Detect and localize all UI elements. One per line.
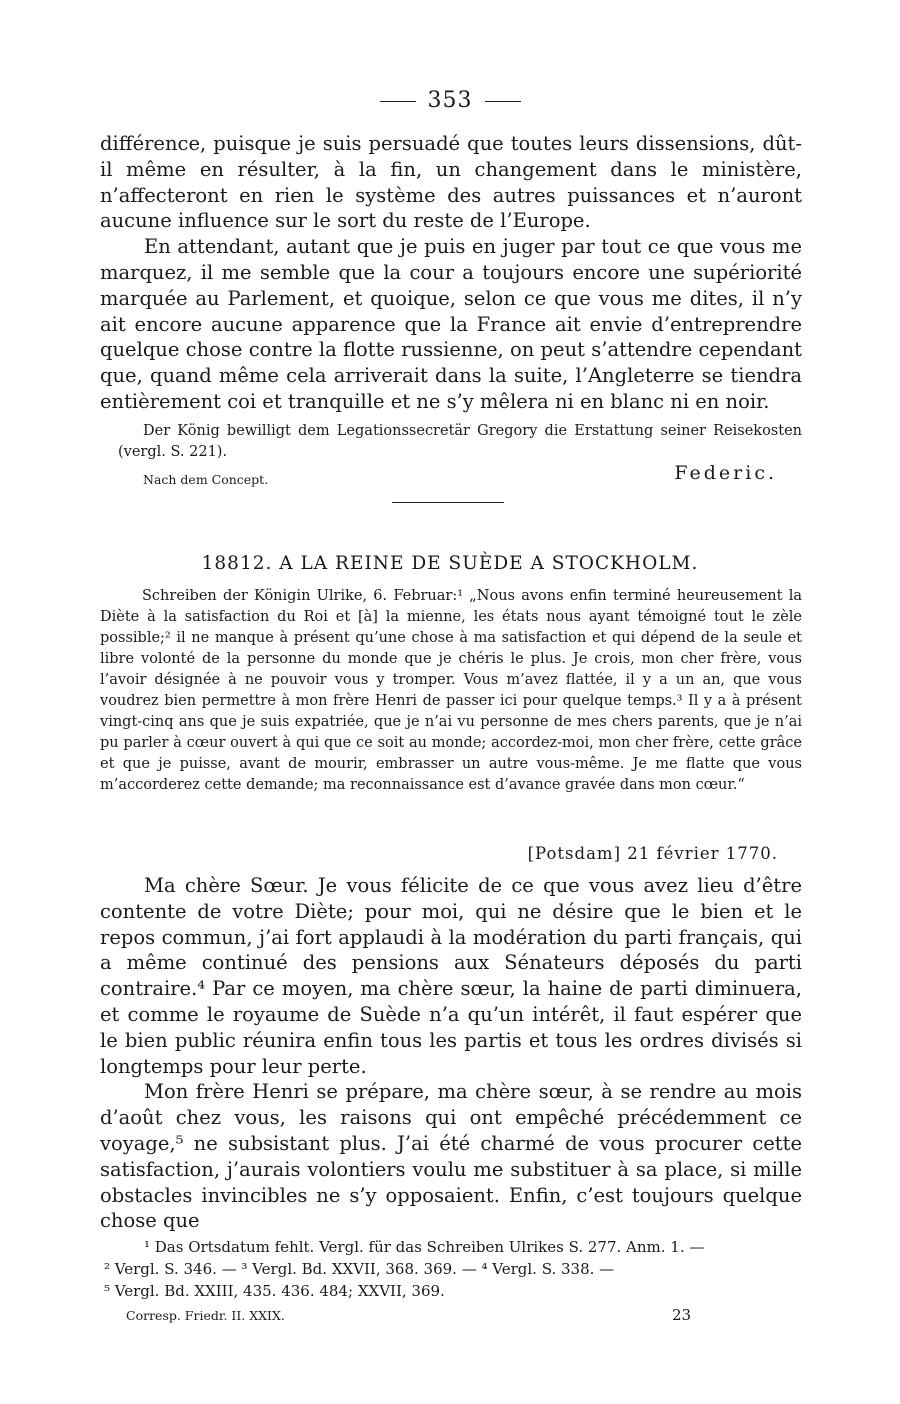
letter-heading: 18812. A LA REINE DE SUÈDE A STOCKHOLM. xyxy=(201,553,699,574)
footer-signature: Corresp. Friedr. II. XXIX. xyxy=(126,1308,285,1323)
footnotes xyxy=(104,1236,804,1302)
concept-label: Nach dem Concept. xyxy=(143,472,269,487)
footnote-line: ² Vergl. S. 346. — ³ Vergl. Bd. XXVII, 368. 369. — ⁴ Vergl. S. 338. — xyxy=(104,1260,615,1278)
section-divider xyxy=(392,502,504,503)
dateline: [Potsdam] 21 février 1770. xyxy=(527,844,778,863)
paragraph: Ma chère Sœur. Je vous félicite de ce que vous avez lieu d’être contente de votre Diète; pour moi, qui ne désire que le bien et le repos commun, j’ai fort applaudi à la modération du parti français, qui a même continué des pensions aux Sénateurs déposés du parti contraire.⁴ Par ce moyen, ma chère sœur, la haine de parti diminuera, et comme le royaume de Suède n’a qu’un intérêt, il faut espérer que le bien public réunira enfin tous les partis et tous les ordres divisés si longtemps pour leur perte. xyxy=(100,874,802,1078)
editor-note xyxy=(118,421,802,463)
letter-body xyxy=(100,873,802,1234)
letter-summary xyxy=(100,586,802,796)
summary-text: Schreiben der Königin Ulrike, 6. Februar:¹ „Nous avons enfin terminé heureusement la Diète à la satisfaction du Roi et [à] la mienne, les états nous ayant témoigné tout le zèle possible;² il ne manque à présent qu’une chose à ma satisfaction et qui dépend de la seule et libre volonté de la personne du monde que je chéris le plus. Je crois, mon cher frère, vous l’avoir désignée à ne pouvoir vous y tromper. Vous m’avez flattée, il y a un an, que vous voudrez bien permettre à mon frère Henri de passer ici pour quelque temps.³ Il y a à présent vingt-cinq ans que je suis expatriée, que je n’ai vu personne de mes chers parents, que je n’ai pu parler à cœur ouvert à qui que ce soit au monde; accordez-moi, mon cher frère, cette grâce et que je puisse, avant de mourir, embrasser un autre vous-même. Je me flatte que vous m’accorderez cette demande; ma reconnaissance est d’avance gravée dans mon cœur.“ xyxy=(100,588,802,793)
footnote-line: ⁵ Vergl. Bd. XXIII, 435. 436. 484; XXVII, 369. xyxy=(104,1282,445,1300)
dash-right xyxy=(485,101,521,102)
note-text: Der König bewilligt dem Legationssecretär Gregory die Erstattung seiner Reisekosten (vergl. S. 221). xyxy=(118,423,802,460)
page-number: 353 xyxy=(427,88,473,113)
dash-left xyxy=(380,101,416,102)
footer-number: 23 xyxy=(672,1306,692,1324)
signature: Federic. xyxy=(674,462,777,484)
top-text-block xyxy=(100,131,802,415)
paragraph: En attendant, autant que je puis en juger par tout ce que vous me marquez, il me semble que la cour a toujours encore une supériorité marquée au Parlement, et quoique, selon ce que vous me dites, il n’y ait encore aucune apparence que la France ait envie d’entreprendre quelque chose contre la flotte russienne, on peut s’attendre cependant que, quand même cela arriverait dans la suite, l’Angleterre se tiendra entièrement coi et tranquille et ne s’y mêlera ni en blanc ni en noir. xyxy=(100,235,802,413)
page-number-line xyxy=(0,88,900,113)
footnote-line: ¹ Das Ortsdatum fehlt. Vergl. für das Schreiben Ulrikes S. 277. Anm. 1. — xyxy=(144,1238,705,1256)
paragraph: Mon frère Henri se prépare, ma chère sœur, à se rendre au mois d’août chez vous, les raisons qui ont empêché précédemment ce voyage,⁵ ne subsistant plus. J’ai été charmé de vous procurer cette satisfaction, j’aurais volontiers voulu me substituer à sa place, si mille obstacles invincibles ne s’y opposaient. Enfin, c’est toujours quelque chose que xyxy=(100,1080,802,1233)
paragraph: différence, puisque je suis persuadé que toutes leurs dissensions, dût-il même en résulter, à la fin, un changement dans le ministère, n’affecteront en rien le système des autres puissances et n’auront aucune influence sur le sort du reste de l’Europe. xyxy=(100,132,802,233)
